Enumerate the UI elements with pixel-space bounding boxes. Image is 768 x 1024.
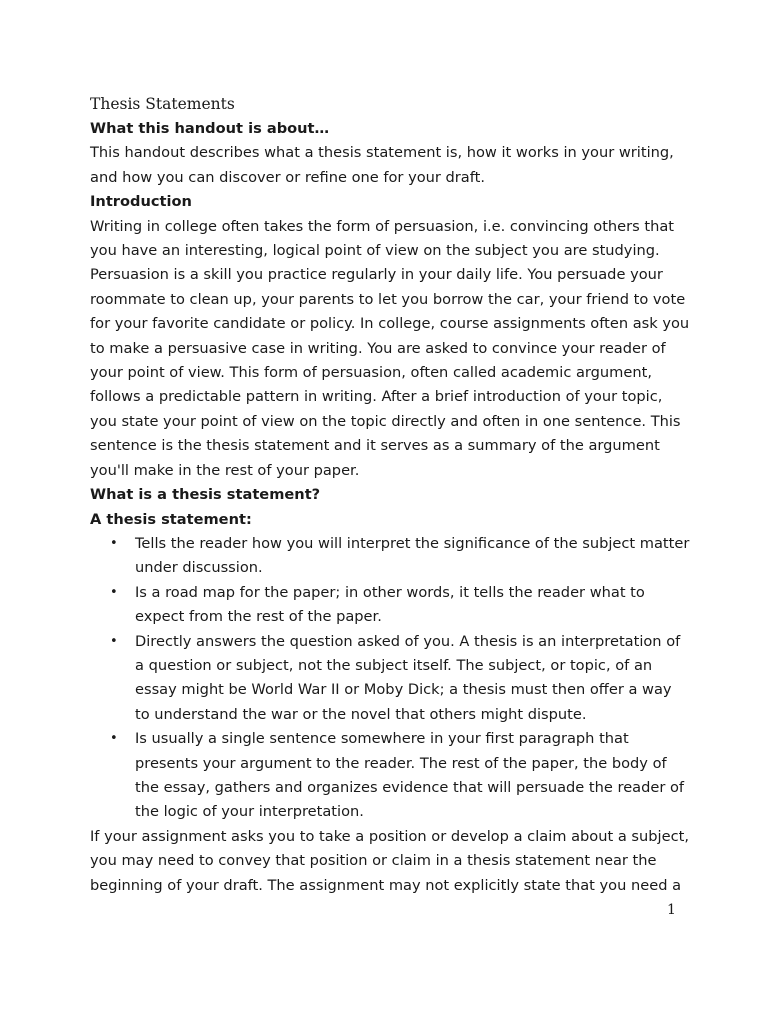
bullet-icon: • [110,535,118,551]
list-item [90,532,690,581]
introduction-paragraph: Writing in college often takes the form of persuasion, i.e. convincing others that you have an interesting, logical point of view on the subject you are studying. Persuasion is a skill you practice regularly in your daily life. You persuade your roommate to clean up, your parents to let you borrow the car, your friend to vote for your favorite candidate or policy. In college, course assignments often ask you to make a persuasive case in writing. You are asked to convince your reader of your point of view. This form of persuasion, often called academic argument, follows a predictable pattern in writing. After a brief introduction of your topic, you state your point of view on the topic directly and often in one sentence. This sentence is the thesis statement and it serves as a summary of the argument you'll make in the rest of your paper. [90,217,690,479]
bullet-icon: • [110,731,118,747]
introduction-heading: Introduction [90,193,192,211]
list-item-text: Is a road map for the paper; in other words, it tells the reader what to expect from the rest of the paper. [135,583,645,626]
thesis-statement-subheading: A thesis statement: [90,510,252,528]
bullet-icon: • [110,633,118,649]
about-heading: What this handout is about… [90,120,330,137]
page-number: 1 [667,902,676,918]
list-item-text: Directly answers the question asked of you. A thesis is an interpretation of a question or subject, not the subject itself. The subject, or topic, of an essay might be World War II or Moby Dick; a thesis must then offer a way to understand the war or the novel that others might dispute. [135,632,681,723]
about-paragraph: This handout describes what a thesis statement is, how it works in your writing, and how you can discover or refine one for your draft. [90,144,674,186]
list-item-text: Tells the reader how you will interpret the significance of the subject matter under discussion. [135,534,690,577]
list-item-text: Is usually a single sentence somewhere in your first paragraph that presents your argument to the reader. The rest of the paper, the body of the essay, gathers and organizes evidence that will persuade the reader of the logic of your interpretation. [135,730,685,821]
document-page [90,91,690,898]
closing-paragraph: If your assignment asks you to take a position or develop a claim about a subject, you may need to convey that position or claim in a thesis statement near the beginning of your draft. The assignment may not explicitly state that you need a [90,827,689,894]
what-is-heading: What is a thesis statement? [90,486,321,504]
thesis-characteristics-list [90,532,690,825]
list-item [90,727,690,825]
bullet-icon: • [110,584,118,600]
document-title: Thesis Statements [90,95,235,113]
list-item [90,630,690,728]
list-item [90,581,690,630]
